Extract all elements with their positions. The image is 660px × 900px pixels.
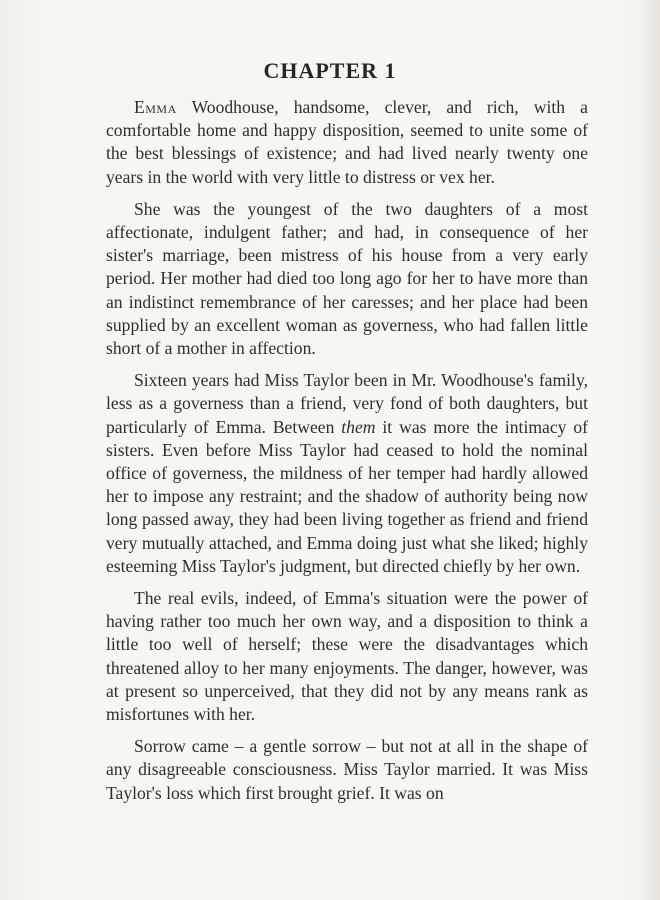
paragraph-3-text-after: it was more the intimacy of sisters. Even before Miss Taylor had ceased to hold the nominal office of governess, the mildness of her temper had hardly allowed her to impose any restraint; and the shadow of authority being now long passed away, they had been living together as friend and friend very mutually attached, and Emma doing just what she liked; highly esteeming Miss Taylor's judgment, but directed chiefly by her own. <box>106 416 589 576</box>
chapter-heading: CHAPTER 1 <box>263 58 397 83</box>
paragraph-4: The real evils, indeed, of Emma's situation were the power of having rather too much her own way, and a disposition to think a little too well of herself; these were the disadvantages which threatened alloy to her many enjoyments. The danger, however, was at present so unperceived, that they did not by any means rank as misfortunes with her. <box>106 588 588 725</box>
page-edge-shadow <box>638 0 660 900</box>
paragraph-2: She was the youngest of the two daughters of a most affectionate, indulgent father; and had, in consequence of her sister's marriage, been mistress of his house from a very early period. Her mother had died too long ago for her to have more than an indistinct remembrance of her caresses; and her place had been supplied by an excellent woman as governess, who had fallen little short of a mother in affection. <box>106 198 588 359</box>
paragraph-1-text: Woodhouse, handsome, clever, and rich, with a comfortable home and happy disposition, seemed to unite some of the best blessings of existence; and had lived nearly twenty one years in the world with very little to distress or vex her. <box>106 97 588 187</box>
chapter-body <box>106 96 588 814</box>
emphasis-word: them <box>341 416 376 437</box>
paragraph-3 <box>106 369 588 578</box>
paragraph-1 <box>106 96 588 189</box>
opening-word: Emma <box>134 97 177 117</box>
paragraph-3-text-before: Sixteen years had Miss Taylor been in Mr. Woodhouse's family, less as a governess than a friend, very fond of both daughters, but particularly of Emma. Between <box>106 370 588 437</box>
paragraph-5: Sorrow came – a gentle sorrow – but not at all in the shape of any disagreeable consciousness. Miss Taylor married. It was Miss Taylor's loss which first brought grief. It was on <box>106 736 588 803</box>
